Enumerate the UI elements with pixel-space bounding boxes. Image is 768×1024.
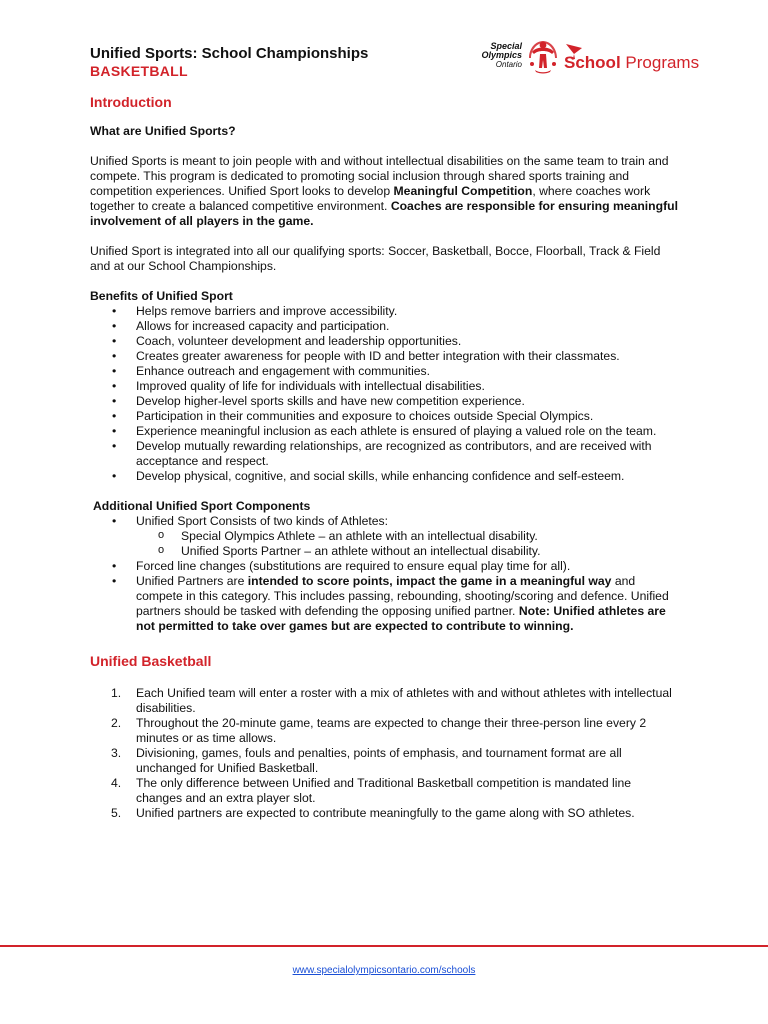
list-item: 2. Throughout the 20-minute game, teams are expected to change their three-person line every 2 minutes or as time allows. xyxy=(111,716,647,745)
footer-website-link[interactable]: www.specialolympicsontario.com/schools xyxy=(292,965,476,976)
list-item: • Develop physical, cognitive, and social skills, while enhancing confidence and self-esteem. xyxy=(90,469,680,484)
introduction-heading: Introduction xyxy=(90,94,172,110)
list-item: • Experience meaningful inclusion as each athlete is ensured of playing a valued role on the team. xyxy=(90,424,680,439)
intro-paragraph-1: Unified Sports is meant to join people with and without intellectual disabilities on the same team to train and compete. This program is dedicated to promoting social inclusion through shared sports training and competition experiences. Unified Sport looks to develop Meaningful Competition, where coaches work together to create a balanced competitive environment. Coaches are responsible for ensuring meaningful involvement of all players in the game. xyxy=(90,154,678,228)
list-item: • Helps remove barriers and improve accessibility. xyxy=(90,304,680,319)
logos xyxy=(466,38,716,78)
special-olympics-ontario-logo-text xyxy=(466,42,522,69)
list-item: 1. Each Unified team will enter a roster with a mix of athletes with and without athletes with intellectual disabilities. xyxy=(111,686,672,715)
document-body xyxy=(90,92,680,821)
special-olympics-logo-icon xyxy=(526,38,560,74)
list-item: 4. The only difference between Unified and Traditional Basketball competition is mandated line changes and an extra player slot. xyxy=(111,776,632,805)
athlete-kinds-list xyxy=(136,529,680,559)
footer-divider xyxy=(0,945,768,947)
list-item: 5. Unified partners are expected to contribute meaningfully to the game along with SO athletes. xyxy=(111,806,635,820)
components-heading: Additional Unified Sport Components xyxy=(93,499,311,513)
what-are-unified-sports-heading: What are Unified Sports? xyxy=(90,124,236,138)
list-item: • Unified Partners are intended to score points, impact the game in a meaningful way and compete in this category. This includes passing, rebounding, shooting/scoring and defence. Unified partners should be tasked with defending the opposing unified partner. Note: Unified athletes are not permitted to take over games but are expected to contribute to winning. xyxy=(90,574,680,634)
list-item: • Allows for increased capacity and participation. xyxy=(90,319,680,334)
basketball-rules-list xyxy=(90,686,680,821)
list-item: 3. Divisioning, games, fouls and penalties, points of emphasis, and tournament format are all unchanged for Unified Basketball. xyxy=(111,746,622,775)
document-title: Unified Sports: School Championships xyxy=(90,45,369,62)
logo-special: Special xyxy=(490,41,522,51)
list-item: o Special Olympics Athlete – an athlete with an intellectual disability. xyxy=(136,529,680,544)
school-programs-logo xyxy=(564,53,699,73)
list-item: o Unified Sports Partner – an athlete without an intellectual disability. xyxy=(136,544,680,559)
logo-school: School xyxy=(564,53,621,72)
list-item: • Forced line changes (substitutions are required to ensure equal play time for all). xyxy=(90,559,680,574)
logo-olympics: Olympics xyxy=(481,50,522,60)
benefits-heading: Benefits of Unified Sport xyxy=(90,289,233,303)
intro-paragraph-2: Unified Sport is integrated into all our qualifying sports: Soccer, Basketball, Bocce, Floorball, Track & Field and at our School Championships. xyxy=(90,244,661,273)
list-item: • Improved quality of life for individuals with intellectual disabilities. xyxy=(90,379,680,394)
benefits-list xyxy=(90,304,680,484)
list-item: • Coach, volunteer development and leadership opportunities. xyxy=(90,334,680,349)
list-item: • Unified Sport Consists of two kinds of Athletes: o Special Olympics Athlete – an athlete with an intellectual disability. o Unified Sports Partner – an athlete without an intellectual disability. xyxy=(90,514,680,559)
logo-ontario: Ontario xyxy=(495,60,522,69)
list-item: • Develop mutually rewarding relationships, are recognized as contributors, and are received with acceptance and respect. xyxy=(90,439,680,469)
document-subtitle: BASKETBALL xyxy=(90,63,188,79)
logo-programs: Programs xyxy=(625,53,700,72)
list-item: • Develop higher-level sports skills and have new competition experience. xyxy=(90,394,680,409)
components-list xyxy=(90,514,680,634)
list-item: • Participation in their communities and exposure to choices outside Special Olympics. xyxy=(90,409,680,424)
list-item: • Creates greater awareness for people with ID and better integration with their classmates. xyxy=(90,349,680,364)
document-header xyxy=(90,45,368,80)
unified-basketball-heading: Unified Basketball xyxy=(90,653,212,669)
list-item: • Enhance outreach and engagement with communities. xyxy=(90,364,680,379)
